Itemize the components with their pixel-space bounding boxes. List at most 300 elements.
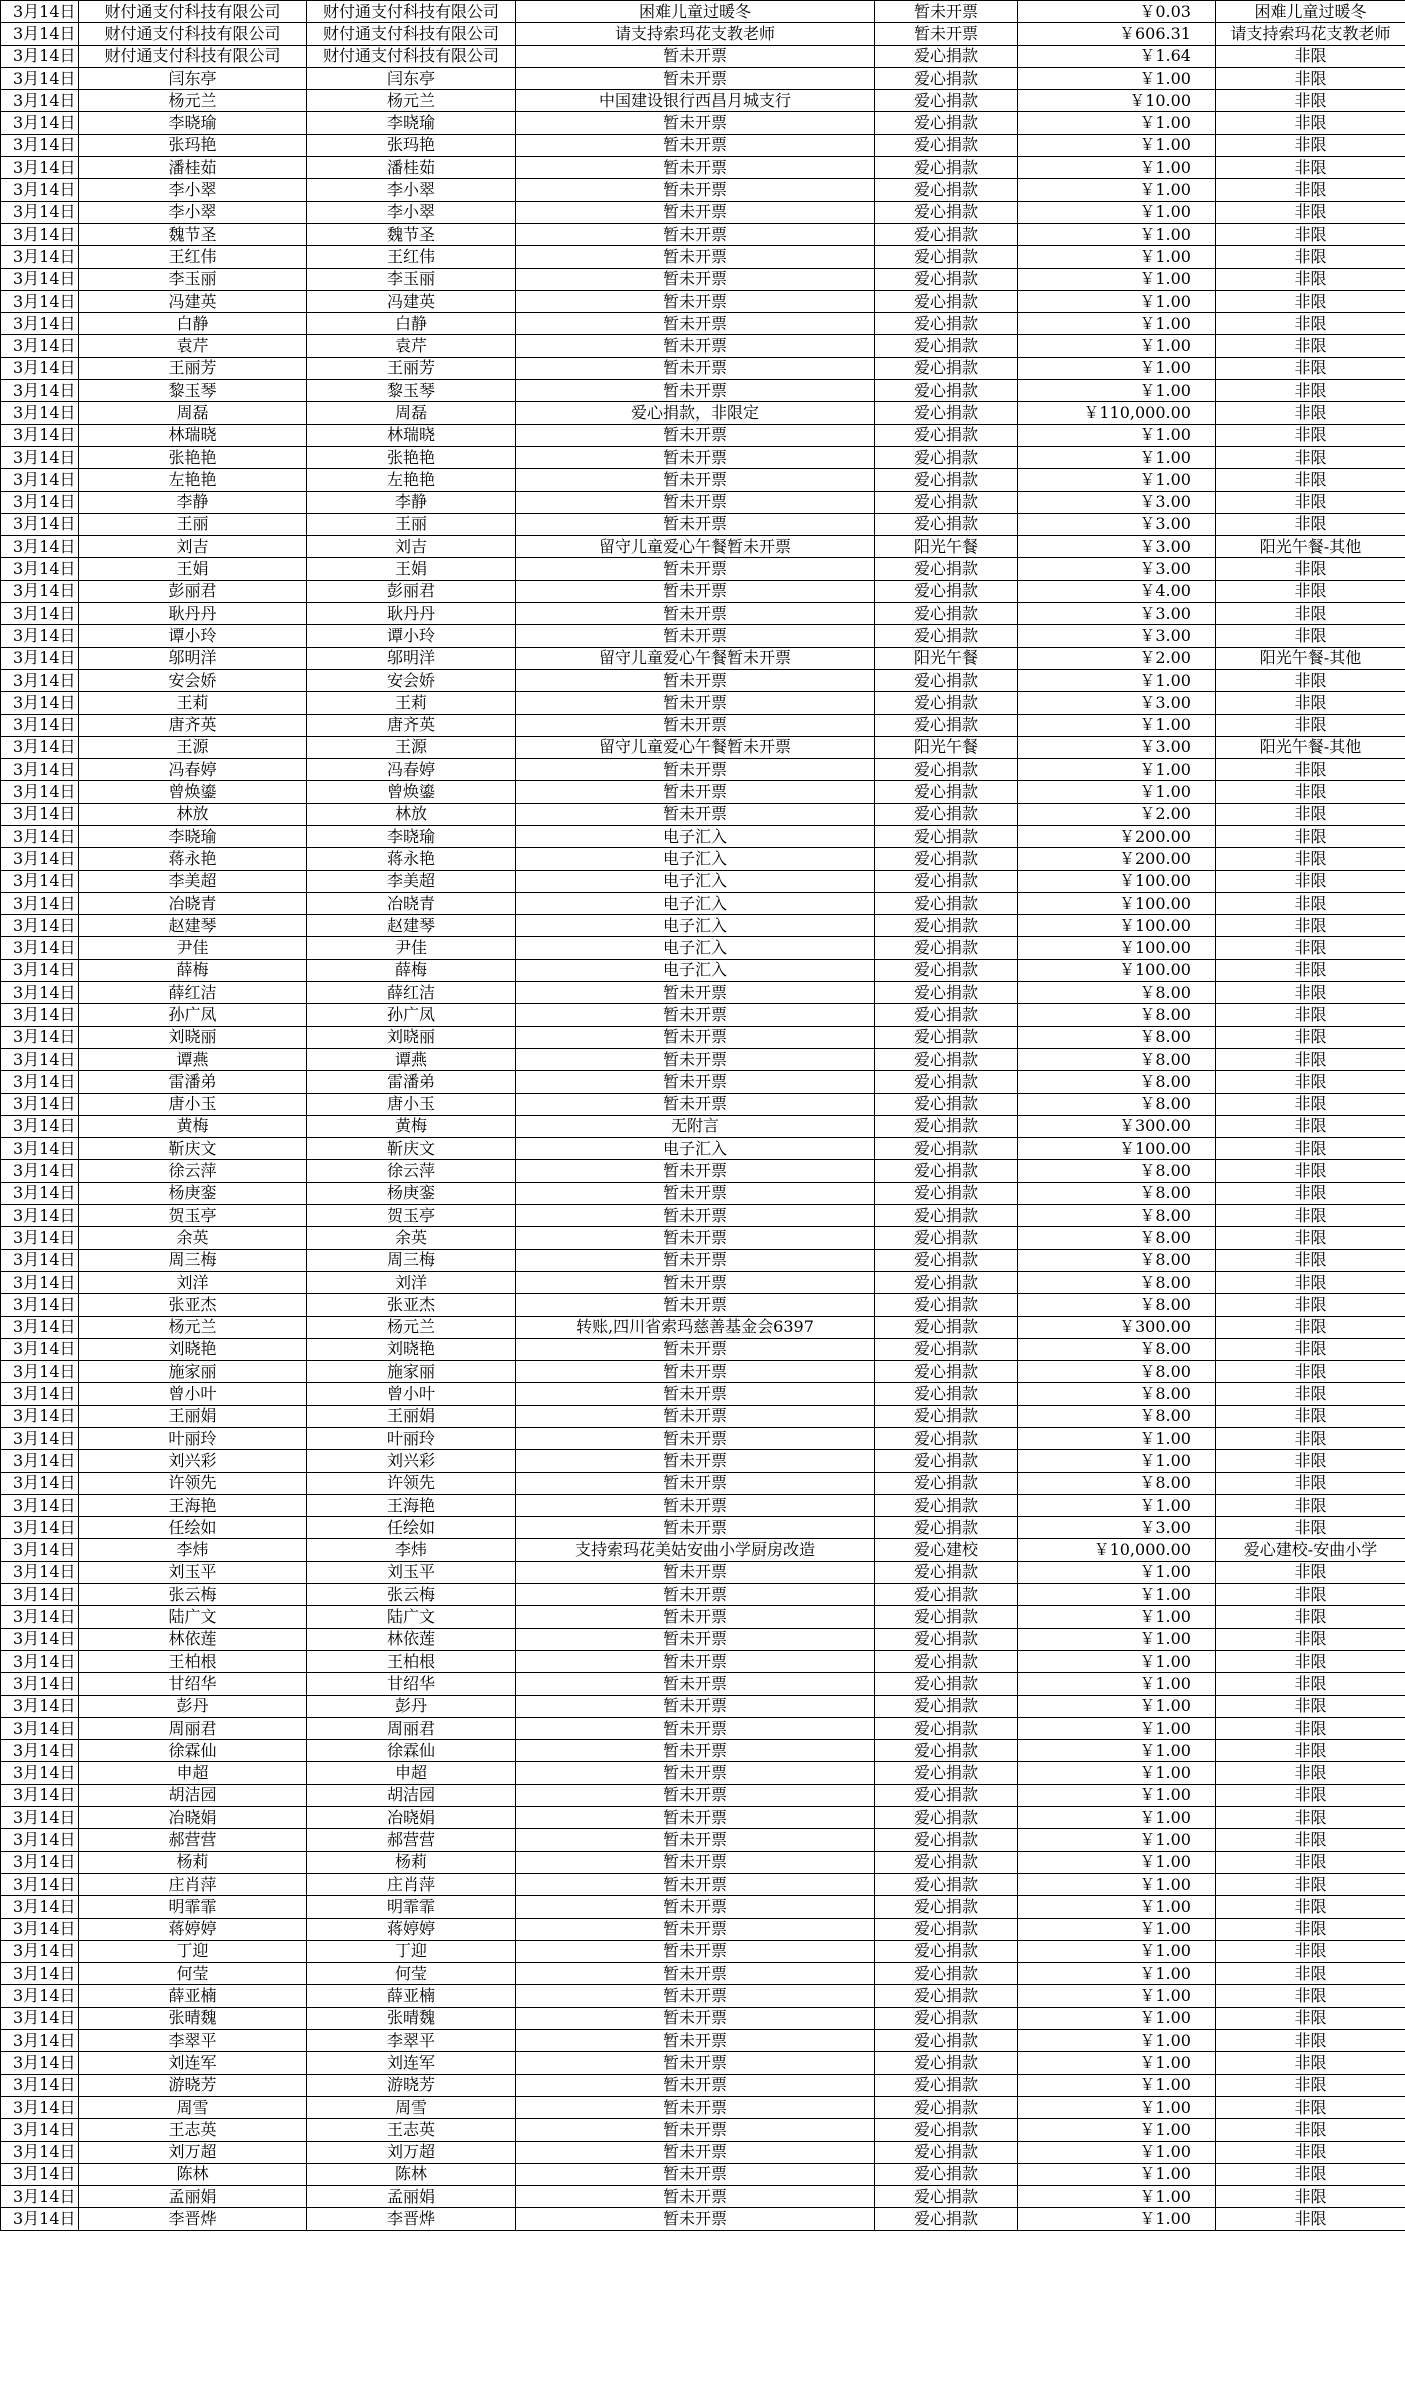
restriction-cell: 非限: [1216, 402, 1405, 424]
remark-cell: 暂未开票: [516, 380, 875, 402]
category-cell: 爱心捐款: [875, 446, 1018, 468]
date-cell: 3月14日: [1, 1026, 79, 1048]
amount-cell: ￥100.00: [1018, 937, 1216, 959]
amount-cell: ￥2.00: [1018, 803, 1216, 825]
category-cell: 爱心捐款: [875, 223, 1018, 245]
table-row: [1, 491, 1405, 513]
date-cell: 3月14日: [1, 90, 79, 112]
donor-cell: 尹佳: [79, 937, 307, 959]
restriction-cell: 非限: [1216, 380, 1405, 402]
donor-cell: 徐云萍: [79, 1160, 307, 1182]
payer-cell: 冯春婷: [307, 759, 516, 781]
restriction-cell: 非限: [1216, 1494, 1405, 1516]
restriction-cell: 非限: [1216, 1740, 1405, 1762]
payer-cell: 李玉丽: [307, 268, 516, 290]
remark-cell: 暂未开票: [516, 335, 875, 357]
amount-cell: ￥1.00: [1018, 1717, 1216, 1739]
restriction-cell: 非限: [1216, 603, 1405, 625]
table-row: [1, 2208, 1405, 2230]
donor-cell: 林放: [79, 803, 307, 825]
restriction-cell: 非限: [1216, 2030, 1405, 2052]
date-cell: 3月14日: [1, 157, 79, 179]
amount-cell: ￥1.00: [1018, 1829, 1216, 1851]
table-row: [1, 915, 1405, 937]
category-cell: 暂未开票: [875, 23, 1018, 45]
donor-cell: 财付通支付科技有限公司: [79, 23, 307, 45]
payer-cell: 明霏霏: [307, 1896, 516, 1918]
remark-cell: 暂未开票: [516, 2096, 875, 2118]
restriction-cell: 非限: [1216, 892, 1405, 914]
remark-cell: 暂未开票: [516, 2052, 875, 2074]
remark-cell: 暂未开票: [516, 1338, 875, 1360]
payer-cell: 王丽: [307, 513, 516, 535]
table-row: [1, 1182, 1405, 1204]
amount-cell: ￥1.00: [1018, 357, 1216, 379]
restriction-cell: 非限: [1216, 558, 1405, 580]
remark-cell: 暂未开票: [516, 2119, 875, 2141]
category-cell: 爱心捐款: [875, 1405, 1018, 1427]
donor-cell: 曾小叶: [79, 1383, 307, 1405]
category-cell: 爱心捐款: [875, 1472, 1018, 1494]
date-cell: 3月14日: [1, 1271, 79, 1293]
category-cell: 爱心捐款: [875, 1784, 1018, 1806]
restriction-cell: 非限: [1216, 1584, 1405, 1606]
amount-cell: ￥100.00: [1018, 870, 1216, 892]
restriction-cell: 非限: [1216, 1316, 1405, 1338]
donor-cell: 冯建英: [79, 290, 307, 312]
remark-cell: 困难儿童过暖冬: [516, 1, 875, 23]
date-cell: 3月14日: [1, 1717, 79, 1739]
remark-cell: 爱心捐款，非限定: [516, 402, 875, 424]
table-row: [1, 513, 1405, 535]
table-row: [1, 692, 1405, 714]
restriction-cell: 非限: [1216, 1784, 1405, 1806]
donor-cell: 财付通支付科技有限公司: [79, 45, 307, 67]
table-row: [1, 2141, 1405, 2163]
date-cell: 3月14日: [1, 1115, 79, 1137]
payer-cell: 靳庆文: [307, 1138, 516, 1160]
donor-cell: 靳庆文: [79, 1138, 307, 1160]
remark-cell: 请支持索玛花支教老师: [516, 23, 875, 45]
donor-cell: 刘万超: [79, 2141, 307, 2163]
date-cell: 3月14日: [1, 2208, 79, 2230]
category-cell: 爱心捐款: [875, 313, 1018, 335]
restriction-cell: 非限: [1216, 1829, 1405, 1851]
restriction-cell: 非限: [1216, 2208, 1405, 2230]
remark-cell: 暂未开票: [516, 1762, 875, 1784]
restriction-cell: 非限: [1216, 982, 1405, 1004]
payer-cell: 蒋婷婷: [307, 1918, 516, 1940]
donor-cell: 林依莲: [79, 1628, 307, 1650]
category-cell: 爱心捐款: [875, 558, 1018, 580]
table-row: [1, 112, 1405, 134]
remark-cell: 暂未开票: [516, 625, 875, 647]
donor-cell: 刘洋: [79, 1271, 307, 1293]
date-cell: 3月14日: [1, 892, 79, 914]
table-row: [1, 223, 1405, 245]
donor-cell: 林瑞晓: [79, 424, 307, 446]
table-row: [1, 1093, 1405, 1115]
remark-cell: 暂未开票: [516, 290, 875, 312]
restriction-cell: 非限: [1216, 1004, 1405, 1026]
category-cell: 爱心建校: [875, 1539, 1018, 1561]
category-cell: 爱心捐款: [875, 1450, 1018, 1472]
payer-cell: 冶晓娟: [307, 1807, 516, 1829]
restriction-cell: 非限: [1216, 1851, 1405, 1873]
amount-cell: ￥1.00: [1018, 1628, 1216, 1650]
amount-cell: ￥1.00: [1018, 380, 1216, 402]
payer-cell: 陆广文: [307, 1606, 516, 1628]
payer-cell: 李翠平: [307, 2030, 516, 2052]
donor-cell: 李翠平: [79, 2030, 307, 2052]
table-row: [1, 1963, 1405, 1985]
donor-cell: 杨庚銮: [79, 1182, 307, 1204]
amount-cell: ￥1.00: [1018, 2030, 1216, 2052]
remark-cell: 电子汇入: [516, 937, 875, 959]
restriction-cell: 非限: [1216, 1115, 1405, 1137]
restriction-cell: 非限: [1216, 781, 1405, 803]
remark-cell: 暂未开票: [516, 45, 875, 67]
category-cell: 爱心捐款: [875, 1695, 1018, 1717]
date-cell: 3月14日: [1, 1851, 79, 1873]
restriction-cell: 非限: [1216, 1249, 1405, 1271]
payer-cell: 雷潘弟: [307, 1071, 516, 1093]
payer-cell: 徐云萍: [307, 1160, 516, 1182]
date-cell: 3月14日: [1, 1873, 79, 1895]
table-row: [1, 335, 1405, 357]
date-cell: 3月14日: [1, 915, 79, 937]
payer-cell: 王柏根: [307, 1650, 516, 1672]
date-cell: 3月14日: [1, 1316, 79, 1338]
restriction-cell: 非限: [1216, 2074, 1405, 2096]
restriction-cell: 非限: [1216, 491, 1405, 513]
category-cell: 爱心捐款: [875, 2052, 1018, 2074]
table-row: [1, 1048, 1405, 1070]
table-row: [1, 1004, 1405, 1026]
donor-cell: 李小翠: [79, 179, 307, 201]
amount-cell: ￥8.00: [1018, 1227, 1216, 1249]
table-row: [1, 1271, 1405, 1293]
donor-cell: 庄肖萍: [79, 1873, 307, 1895]
payer-cell: 周磊: [307, 402, 516, 424]
restriction-cell: 非限: [1216, 112, 1405, 134]
date-cell: 3月14日: [1, 1004, 79, 1026]
table-row: [1, 23, 1405, 45]
remark-cell: 暂未开票: [516, 1918, 875, 1940]
restriction-cell: 非限: [1216, 1138, 1405, 1160]
restriction-cell: 非限: [1216, 803, 1405, 825]
remark-cell: 暂未开票: [516, 2007, 875, 2029]
donor-cell: 周磊: [79, 402, 307, 424]
amount-cell: ￥110,000.00: [1018, 402, 1216, 424]
remark-cell: 暂未开票: [516, 491, 875, 513]
payer-cell: 余英: [307, 1227, 516, 1249]
payer-cell: 黄梅: [307, 1115, 516, 1137]
remark-cell: 暂未开票: [516, 1227, 875, 1249]
category-cell: 爱心捐款: [875, 1851, 1018, 1873]
remark-cell: 暂未开票: [516, 1494, 875, 1516]
amount-cell: ￥8.00: [1018, 1249, 1216, 1271]
donor-cell: 唐小玉: [79, 1093, 307, 1115]
remark-cell: 电子汇入: [516, 959, 875, 981]
remark-cell: 暂未开票: [516, 1004, 875, 1026]
payer-cell: 刘连军: [307, 2052, 516, 2074]
category-cell: 爱心捐款: [875, 1940, 1018, 1962]
payer-cell: 孙广凤: [307, 1004, 516, 1026]
payer-cell: 李小翠: [307, 179, 516, 201]
restriction-cell: 非限: [1216, 2119, 1405, 2141]
table-row: [1, 313, 1405, 335]
amount-cell: ￥300.00: [1018, 1115, 1216, 1137]
remark-cell: 暂未开票: [516, 603, 875, 625]
amount-cell: ￥1.00: [1018, 1561, 1216, 1583]
table-row: [1, 714, 1405, 736]
payer-cell: 杨庚銮: [307, 1182, 516, 1204]
remark-cell: 电子汇入: [516, 892, 875, 914]
category-cell: 爱心捐款: [875, 1071, 1018, 1093]
amount-cell: ￥8.00: [1018, 1271, 1216, 1293]
amount-cell: ￥8.00: [1018, 1093, 1216, 1115]
table-row: [1, 246, 1405, 268]
donor-cell: 周雪: [79, 2096, 307, 2118]
amount-cell: ￥100.00: [1018, 915, 1216, 937]
table-row: [1, 201, 1405, 223]
category-cell: 爱心捐款: [875, 2119, 1018, 2141]
category-cell: 爱心捐款: [875, 1918, 1018, 1940]
category-cell: 爱心捐款: [875, 915, 1018, 937]
payer-cell: 冶晓青: [307, 892, 516, 914]
remark-cell: 暂未开票: [516, 2074, 875, 2096]
remark-cell: 暂未开票: [516, 1650, 875, 1672]
payer-cell: 闫东亭: [307, 67, 516, 89]
date-cell: 3月14日: [1, 1963, 79, 1985]
donor-cell: 白静: [79, 313, 307, 335]
remark-cell: 暂未开票: [516, 179, 875, 201]
amount-cell: ￥8.00: [1018, 982, 1216, 1004]
amount-cell: ￥1.00: [1018, 2119, 1216, 2141]
donor-cell: 申超: [79, 1762, 307, 1784]
payer-cell: 叶丽玲: [307, 1428, 516, 1450]
date-cell: 3月14日: [1, 179, 79, 201]
donor-cell: 刘晓丽: [79, 1026, 307, 1048]
amount-cell: ￥1.00: [1018, 714, 1216, 736]
date-cell: 3月14日: [1, 692, 79, 714]
table-row: [1, 1851, 1405, 1873]
payer-cell: 刘玉平: [307, 1561, 516, 1583]
payer-cell: 王丽娟: [307, 1405, 516, 1427]
date-cell: 3月14日: [1, 1606, 79, 1628]
date-cell: 3月14日: [1, 1940, 79, 1962]
table-row: [1, 1450, 1405, 1472]
payer-cell: 贺玉亭: [307, 1205, 516, 1227]
payer-cell: 杨元兰: [307, 90, 516, 112]
remark-cell: 暂未开票: [516, 469, 875, 491]
category-cell: 爱心捐款: [875, 1048, 1018, 1070]
restriction-cell: 非限: [1216, 580, 1405, 602]
payer-cell: 刘洋: [307, 1271, 516, 1293]
date-cell: 3月14日: [1, 1673, 79, 1695]
table-row: [1, 781, 1405, 803]
category-cell: 爱心捐款: [875, 1650, 1018, 1672]
payer-cell: 谭燕: [307, 1048, 516, 1070]
donor-cell: 赵建琴: [79, 915, 307, 937]
payer-cell: 周三梅: [307, 1249, 516, 1271]
payer-cell: 谭小玲: [307, 625, 516, 647]
amount-cell: ￥10,000.00: [1018, 1539, 1216, 1561]
payer-cell: 财付通支付科技有限公司: [307, 23, 516, 45]
date-cell: 3月14日: [1, 2007, 79, 2029]
date-cell: 3月14日: [1, 268, 79, 290]
donor-cell: 左艳艳: [79, 469, 307, 491]
category-cell: 爱心捐款: [875, 2141, 1018, 2163]
remark-cell: 暂未开票: [516, 1271, 875, 1293]
date-cell: 3月14日: [1, 424, 79, 446]
date-cell: 3月14日: [1, 2074, 79, 2096]
date-cell: 3月14日: [1, 1294, 79, 1316]
restriction-cell: 非限: [1216, 1963, 1405, 1985]
category-cell: 爱心捐款: [875, 1494, 1018, 1516]
table-row: [1, 1, 1405, 23]
payer-cell: 何莹: [307, 1963, 516, 1985]
donor-cell: 张玛艳: [79, 134, 307, 156]
remark-cell: 暂未开票: [516, 268, 875, 290]
payer-cell: 许领先: [307, 1472, 516, 1494]
category-cell: 爱心捐款: [875, 1316, 1018, 1338]
date-cell: 3月14日: [1, 201, 79, 223]
restriction-cell: 非限: [1216, 1762, 1405, 1784]
donor-cell: 王莉: [79, 692, 307, 714]
ledger-body: [1, 1, 1405, 2231]
amount-cell: ￥1.00: [1018, 1584, 1216, 1606]
date-cell: 3月14日: [1, 937, 79, 959]
payer-cell: 徐霖仙: [307, 1740, 516, 1762]
remark-cell: 暂未开票: [516, 1940, 875, 1962]
table-row: [1, 892, 1405, 914]
table-row: [1, 1227, 1405, 1249]
remark-cell: 暂未开票: [516, 1361, 875, 1383]
remark-cell: 暂未开票: [516, 1829, 875, 1851]
table-row: [1, 45, 1405, 67]
payer-cell: 王海艳: [307, 1494, 516, 1516]
donor-cell: 明霏霏: [79, 1896, 307, 1918]
remark-cell: 电子汇入: [516, 915, 875, 937]
date-cell: 3月14日: [1, 246, 79, 268]
donor-cell: 王海艳: [79, 1494, 307, 1516]
date-cell: 3月14日: [1, 1740, 79, 1762]
category-cell: 爱心捐款: [875, 603, 1018, 625]
payer-cell: 左艳艳: [307, 469, 516, 491]
category-cell: 爱心捐款: [875, 1205, 1018, 1227]
date-cell: 3月14日: [1, 1784, 79, 1806]
remark-cell: 暂未开票: [516, 67, 875, 89]
remark-cell: 支持索玛花美姑安曲小学厨房改造: [516, 1539, 875, 1561]
category-cell: 爱心捐款: [875, 1762, 1018, 1784]
restriction-cell: 非限: [1216, 1628, 1405, 1650]
restriction-cell: 非限: [1216, 1338, 1405, 1360]
date-cell: 3月14日: [1, 2052, 79, 2074]
donor-cell: 张亚杰: [79, 1294, 307, 1316]
restriction-cell: 非限: [1216, 223, 1405, 245]
remark-cell: 暂未开票: [516, 759, 875, 781]
date-cell: 3月14日: [1, 714, 79, 736]
table-row: [1, 1762, 1405, 1784]
date-cell: 3月14日: [1, 1985, 79, 2007]
donor-cell: 李静: [79, 491, 307, 513]
donor-cell: 李美超: [79, 870, 307, 892]
payer-cell: 唐齐英: [307, 714, 516, 736]
category-cell: 阳光午餐: [875, 647, 1018, 669]
category-cell: 爱心捐款: [875, 1896, 1018, 1918]
date-cell: 3月14日: [1, 513, 79, 535]
amount-cell: ￥1.00: [1018, 112, 1216, 134]
amount-cell: ￥3.00: [1018, 513, 1216, 535]
payer-cell: 赵建琴: [307, 915, 516, 937]
donor-cell: 彭丹: [79, 1695, 307, 1717]
table-row: [1, 446, 1405, 468]
category-cell: 爱心捐款: [875, 134, 1018, 156]
donor-cell: 王志英: [79, 2119, 307, 2141]
table-row: [1, 179, 1405, 201]
amount-cell: ￥1.00: [1018, 469, 1216, 491]
donor-cell: 何莹: [79, 1963, 307, 1985]
amount-cell: ￥8.00: [1018, 1205, 1216, 1227]
table-row: [1, 2186, 1405, 2208]
remark-cell: 暂未开票: [516, 1428, 875, 1450]
payer-cell: 林瑞晓: [307, 424, 516, 446]
amount-cell: ￥1.00: [1018, 1963, 1216, 1985]
category-cell: 爱心捐款: [875, 870, 1018, 892]
category-cell: 爱心捐款: [875, 1227, 1018, 1249]
donor-cell: 叶丽玲: [79, 1428, 307, 1450]
payer-cell: 王丽芳: [307, 357, 516, 379]
payer-cell: 安会娇: [307, 669, 516, 691]
amount-cell: ￥1.00: [1018, 1851, 1216, 1873]
restriction-cell: 非限: [1216, 669, 1405, 691]
date-cell: 3月14日: [1, 1205, 79, 1227]
donor-cell: 任绘如: [79, 1517, 307, 1539]
restriction-cell: 非限: [1216, 1227, 1405, 1249]
donor-cell: 蒋婷婷: [79, 1918, 307, 1940]
donor-cell: 薛红洁: [79, 982, 307, 1004]
date-cell: 3月14日: [1, 1182, 79, 1204]
restriction-cell: 非限: [1216, 1383, 1405, 1405]
date-cell: 3月14日: [1, 469, 79, 491]
restriction-cell: 非限: [1216, 1472, 1405, 1494]
table-row: [1, 1472, 1405, 1494]
restriction-cell: 非限: [1216, 1650, 1405, 1672]
amount-cell: ￥1.00: [1018, 313, 1216, 335]
category-cell: 爱心捐款: [875, 1517, 1018, 1539]
amount-cell: ￥8.00: [1018, 1182, 1216, 1204]
amount-cell: ￥1.00: [1018, 1873, 1216, 1895]
date-cell: 3月14日: [1, 736, 79, 758]
remark-cell: 暂未开票: [516, 669, 875, 691]
donor-cell: 张艳艳: [79, 446, 307, 468]
donor-cell: 张云梅: [79, 1584, 307, 1606]
payer-cell: 黎玉琴: [307, 380, 516, 402]
amount-cell: ￥1.00: [1018, 290, 1216, 312]
date-cell: 3月14日: [1, 446, 79, 468]
date-cell: 3月14日: [1, 1584, 79, 1606]
restriction-cell: 非限: [1216, 1717, 1405, 1739]
restriction-cell: 非限: [1216, 2007, 1405, 2029]
category-cell: 爱心捐款: [875, 380, 1018, 402]
date-cell: 3月14日: [1, 313, 79, 335]
payer-cell: 杨莉: [307, 1851, 516, 1873]
category-cell: 爱心捐款: [875, 1807, 1018, 1829]
donor-cell: 刘兴彩: [79, 1450, 307, 1472]
payer-cell: 刘万超: [307, 2141, 516, 2163]
